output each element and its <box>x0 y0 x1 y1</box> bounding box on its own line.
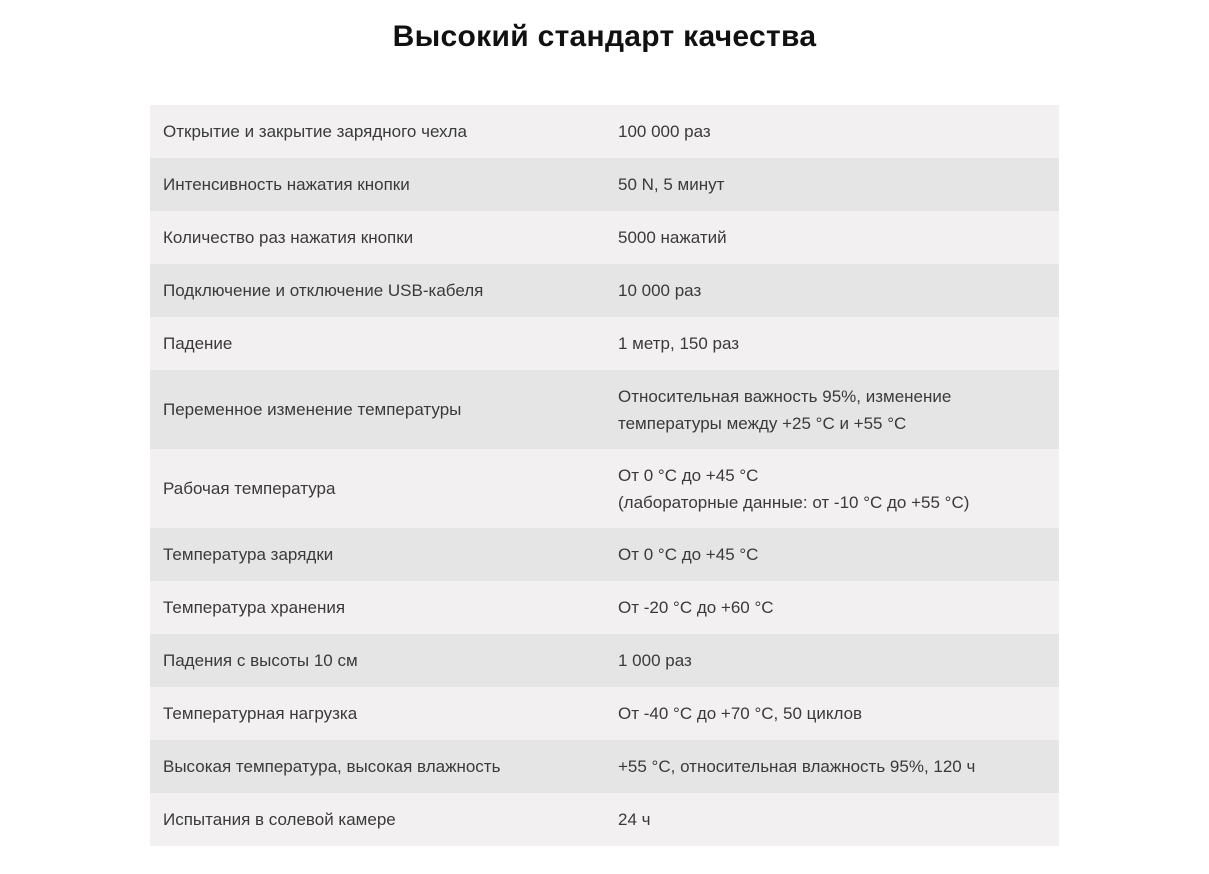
spec-label: Переменное изменение температуры <box>163 400 462 419</box>
table-row <box>150 370 1059 449</box>
table-row <box>150 211 1059 264</box>
spec-value: 1 000 раз <box>618 651 692 670</box>
spec-value <box>618 449 1059 528</box>
table-row <box>150 105 1059 158</box>
spec-value: 5000 нажатий <box>618 228 727 247</box>
spec-label: Температура хранения <box>163 598 346 617</box>
spec-value: 100 000 раз <box>618 122 711 141</box>
table-row <box>150 581 1059 634</box>
spec-label: Температура зарядки <box>163 545 334 564</box>
spec-value: 50 N, 5 минут <box>618 175 725 194</box>
page-title: Высокий стандарт качества <box>392 20 817 53</box>
spec-value: +55 °C, относительная влажность 95%, 120 ч <box>618 757 976 776</box>
table-row <box>150 634 1059 687</box>
spec-label: Температурная нагрузка <box>163 704 358 723</box>
table-row <box>150 740 1059 793</box>
spec-value: 24 ч <box>618 810 651 829</box>
spec-value: От -40 °C до +70 °C, 50 циклов <box>618 704 863 723</box>
quality-spec-table <box>150 105 1059 846</box>
table-row <box>150 449 1059 528</box>
spec-label: Падение <box>163 334 233 353</box>
spec-label: Интенсивность нажатия кнопки <box>163 175 410 194</box>
spec-label: Подключение и отключение USB-кабеля <box>163 281 484 300</box>
spec-value-line: От 0 °C до +45 °C <box>618 465 759 485</box>
spec-label: Высокая температура, высокая влажность <box>163 757 501 776</box>
table-row <box>150 793 1059 846</box>
spec-label: Падения с высоты 10 см <box>163 651 358 670</box>
spec-value: От 0 °C до +45 °C <box>618 545 759 564</box>
spec-value: 10 000 раз <box>618 281 702 300</box>
spec-label: Рабочая температура <box>163 479 336 498</box>
table-row <box>150 158 1059 211</box>
spec-value: От -20 °C до +60 °C <box>618 598 774 617</box>
spec-value: Относительная важность 95%, изменение температуры между +25 °C и +55 °C <box>618 386 952 433</box>
spec-label: Испытания в солевой камере <box>163 810 396 829</box>
spec-value: 1 метр, 150 раз <box>618 334 740 353</box>
spec-value-note: (лабораторные данные: от -10 °C до +55 °C) <box>618 492 970 512</box>
spec-label: Количество раз нажатия кнопки <box>163 228 414 247</box>
table-row <box>150 264 1059 317</box>
table-row <box>150 528 1059 581</box>
table-row <box>150 317 1059 370</box>
spec-label: Открытие и закрытие зарядного чехла <box>163 122 467 141</box>
table-row <box>150 687 1059 740</box>
